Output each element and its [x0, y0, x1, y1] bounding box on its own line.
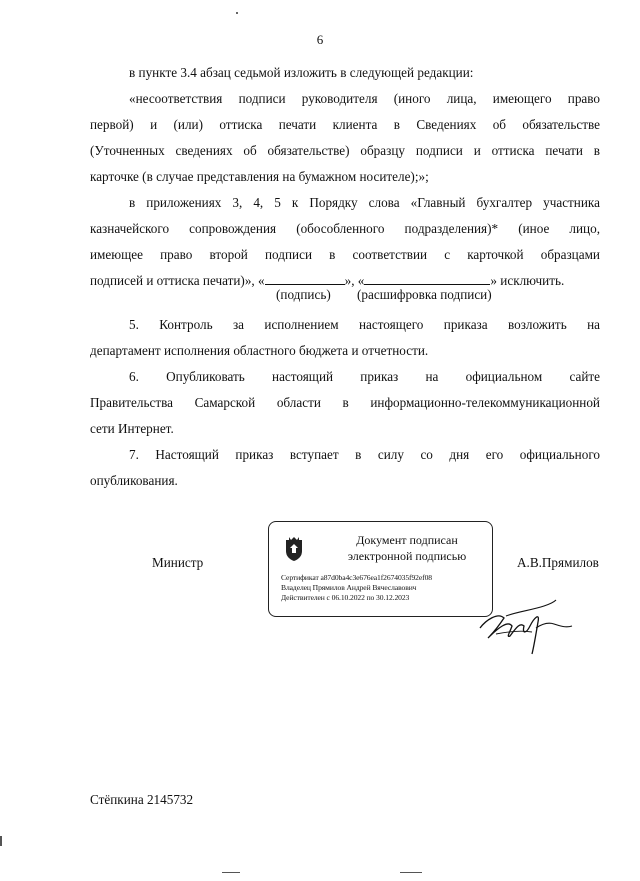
executor-contact: Стёпкина 2145732 — [90, 792, 194, 807]
paragraph-line: департамент исполнения областного бюджета и отчетности. — [90, 343, 429, 358]
paragraph-line: имеющее право второй подписи в соответствии с карточкой образцами — [90, 247, 600, 262]
text-fragment: », « — [344, 273, 365, 288]
paragraph-line: карточке (в случае представления на бумажном носителе);»; — [90, 169, 429, 184]
scan-edge-mark — [400, 872, 422, 873]
paragraph-line: (Уточненных сведениях об обязательстве) образцу подписи и оттиска печати в — [90, 143, 600, 158]
paragraph-line: 7. Настоящий приказ вступает в силу со дня его официального — [129, 447, 600, 462]
signer-name: А.В.Прямилов — [517, 555, 599, 570]
decoding-blank-line — [364, 271, 490, 285]
certificate-owner: Владелец Прямилов Андрей Вячеславович — [281, 583, 417, 592]
page-number: 6 — [316, 32, 324, 47]
certificate-validity: Действителен с 06.10.2022 по 30.12.2023 — [281, 593, 410, 602]
item-5 — [90, 312, 600, 364]
scan-edge-mark — [222, 872, 240, 873]
handwritten-signature — [476, 598, 576, 656]
caption-signature: (подпись) — [276, 287, 331, 302]
paragraph-line: 5. Контроль за исполнением настоящего приказа возложить на — [129, 317, 600, 332]
paragraph-quoted-text — [90, 86, 600, 190]
paragraph-line: первой) и (или) оттиска печати клиента в Сведениях об обязательстве — [90, 117, 600, 132]
paragraph-line: в приложениях 3, 4, 5 к Порядку слова «Главный бухгалтер участника — [129, 195, 600, 210]
paragraph-intro — [90, 60, 600, 86]
text-fragment: подписей и оттиска печати)», « — [90, 273, 265, 288]
text-fragment: » исключить. — [490, 273, 565, 288]
item-6 — [90, 364, 600, 442]
caption-decoding: (расшифровка подписи) — [357, 287, 492, 302]
scan-speck — [236, 12, 238, 14]
signer-position: Министр — [152, 555, 204, 570]
paragraph-line: опубликования. — [90, 473, 178, 488]
item-7 — [90, 442, 600, 494]
coat-of-arms-icon — [283, 536, 305, 562]
stamp-title-line: Документ подписан — [356, 533, 458, 547]
signature-blank-line — [265, 271, 345, 285]
paragraph-line: 6. Опубликовать настоящий приказ на официальном сайте — [129, 369, 600, 384]
paragraph-line: сети Интернет. — [90, 421, 174, 436]
paragraph-line: в пункте 3.4 абзац седьмой изложить в следующей редакции: — [129, 65, 474, 80]
stamp-title-line: электронной подписью — [347, 549, 467, 563]
paragraph-line: Правительства Самарской области в информационно-телекоммуникационной — [90, 395, 600, 410]
paragraph-appendix-change — [90, 190, 600, 294]
paragraph-line-with-blanks — [90, 268, 600, 294]
paragraph-line: казначейского сопровождения (обособленного подразделения)* (иное лицо, — [90, 221, 600, 236]
certificate-number: Сертификат a87d0ba4c3e676ea1f2674035f92ef08 — [281, 573, 432, 582]
scan-edge-mark — [0, 836, 2, 846]
paragraph-line: «несоответствия подписи руководителя (иного лица, имеющего право — [129, 91, 600, 106]
electronic-signature-stamp — [268, 521, 493, 617]
stamp-title — [327, 532, 487, 564]
certificate-details — [281, 573, 432, 603]
